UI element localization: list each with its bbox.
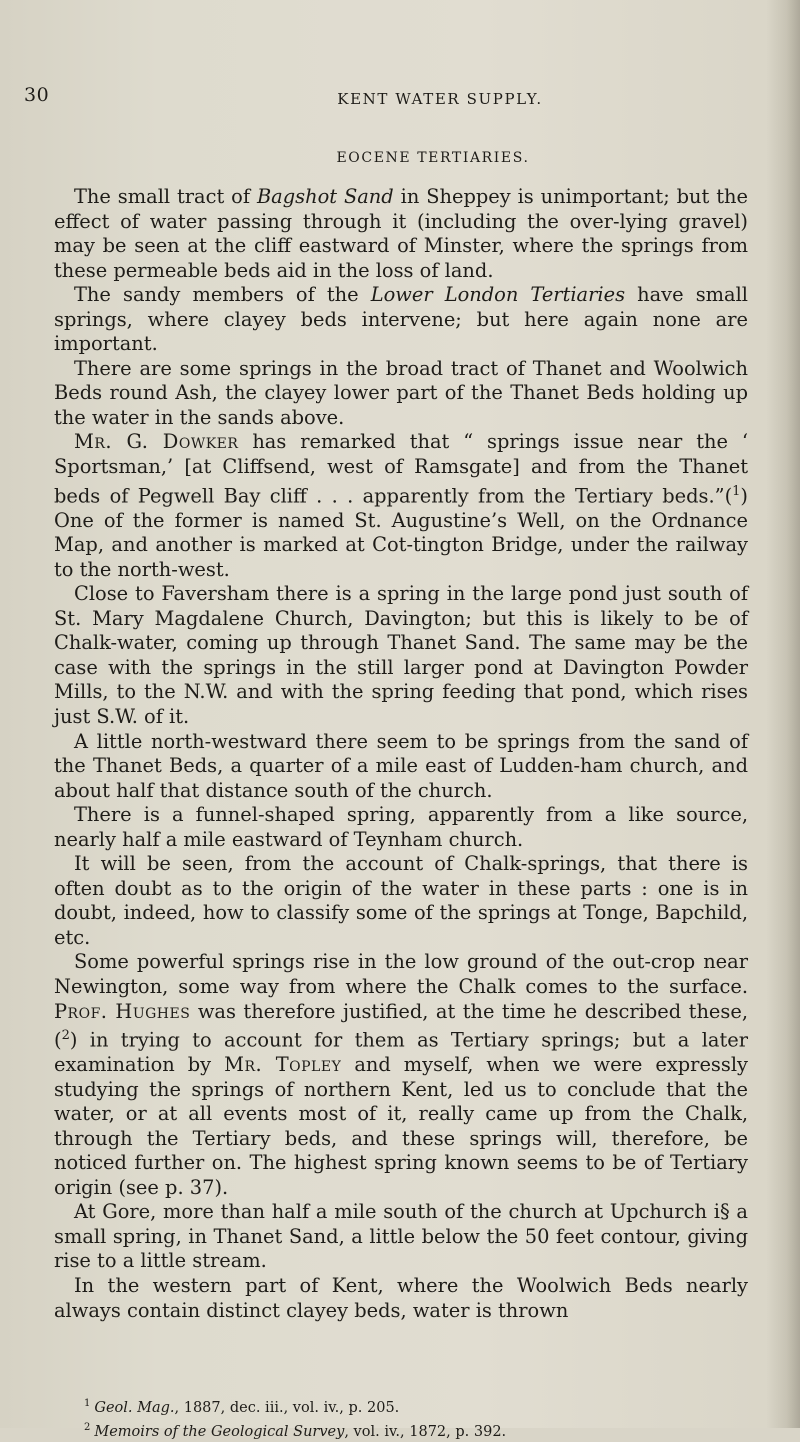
section-heading: EOCENE TERTIARIES.	[336, 150, 530, 166]
footnote-source-title: Geol. Mag.	[94, 1399, 175, 1416]
footnotes	[84, 1394, 744, 1442]
paragraph-text: was therefore justified, at the time he described these,(	[54, 999, 748, 1052]
paragraph-gore-upchurch: At Gore, more than half a mile south of the church at Upchurch i§ a small spring, in Thanet Sand, a little below the 50 feet contour, giving rise to a little stream.	[54, 1200, 748, 1273]
paragraph-italic-term: Bagshot Sand	[256, 185, 394, 208]
paragraph-text: ) One of the former is named St. Augustine’s Well, on the Ordnance Map, and another is marked at Cot-tington Bridge, under the railway to the north-west.	[54, 484, 748, 581]
paragraph-thanet-woolwich-ash: There are some springs in the broad tract of Thanet and Woolwich Beds round Ash, the clayey lower part of the Thanet Beds holding up the water in the sands above.	[54, 356, 748, 429]
footnote-text: , 1887, dec. iii., vol. iv., p. 205.	[174, 1399, 400, 1416]
paragraph-chalk-doubt: It will be seen, from the account of Chalk-springs, that there is often doubt as to the origin of the water in these parts : one is in doubt, indeed, how to classify some of the springs at Tonge, Bapchild, etc.	[54, 852, 748, 949]
footnote-source-title: Memoirs of the Geological Survey	[94, 1423, 345, 1440]
page-number: 30	[24, 84, 50, 106]
paragraph-newington	[54, 950, 748, 1200]
footnote-text: , vol. iv., 1872, p. 392.	[344, 1423, 507, 1440]
paragraph-dowker	[54, 430, 748, 582]
body-text	[54, 185, 748, 1323]
paragraph-luddenham: A little north-westward there seem to be springs from the sand of the Thanet Beds, a quarter of a mile east of Ludden-ham church, and about half that distance south of the church.	[54, 729, 748, 802]
page-edge-shadow	[766, 0, 800, 1428]
paragraph-bagshot-sand	[54, 185, 748, 283]
paragraph-text: has remarked that “ springs issue near the ‘ Sportsman,’ [at Cliffsend, west of Ramsgate] and from the Thanet beds of Pegwell Bay cliff . . . apparently from the Tertiary beds.”(	[54, 430, 749, 508]
paragraph-italic-term: Lower London Tertiaries	[370, 283, 626, 307]
paragraph-text: and myself, when we were expressly studying the springs of northern Kent, led us to conclude that the water, or at all events most of it, really came up from the Chalk, through the Tertiary beds, and these springs will, therefore, be noticed further on. The highest spring known seems to be of Tertiary origin (see p. 37).	[54, 1053, 748, 1199]
paragraph-text: ) in trying to account for them as Tertiary springs; but a later examination by	[54, 1028, 748, 1077]
paragraph-lower-london-tertiaries	[54, 283, 748, 357]
paragraph-text: The sandy members of the	[74, 283, 371, 307]
author-name: Prof. Hughes	[54, 999, 191, 1023]
footnote-2	[84, 1418, 744, 1442]
footnote-reference: 2	[61, 1028, 70, 1044]
footnote-reference: 1	[732, 483, 741, 499]
paragraph-teynham: There is a funnel-shaped spring, apparently from a like source, nearly half a mile eastward of Teynham church.	[54, 803, 748, 851]
author-name: Mr. G. Dowker	[74, 430, 239, 454]
paragraph-western-kent: In the western part of Kent, where the Woolwich Beds nearly always contain distinct clayey beds, water is thrown	[54, 1274, 748, 1322]
running-head: KENT WATER SUPPLY.	[337, 90, 543, 108]
paragraph-text: have small springs, where clayey beds intervene; but here again none are important.	[54, 283, 748, 356]
paragraph-text: Some powerful springs rise in the low ground of the out-crop near Newington, some way from where the Chalk comes to the surface.	[54, 950, 748, 998]
paragraph-text: The small tract of	[74, 185, 257, 208]
paragraph-text: in Sheppey is unimportant; but the effect of water passing through it (including the over-lying gravel) may be seen at the cliff eastward of Minster, where the springs from these permeable beds aid in the loss of land.	[54, 185, 748, 282]
footnote-mark: 1	[84, 1398, 91, 1409]
paragraph-faversham: Close to Faversham there is a spring in the large pond just south of St. Mary Magdalene Church, Davington; but this is likely to be of Chalk-water, coming up through Thanet Sand. The same may be the case with the springs in the still larger pond at Davington Powder Mills, to the N.W. and with the spring feeding that pond, which rises just S.W. of it.	[54, 582, 748, 728]
author-name: Mr. Topley	[224, 1053, 342, 1077]
footnote-1	[84, 1394, 744, 1418]
footnote-mark: 2	[84, 1421, 91, 1433]
